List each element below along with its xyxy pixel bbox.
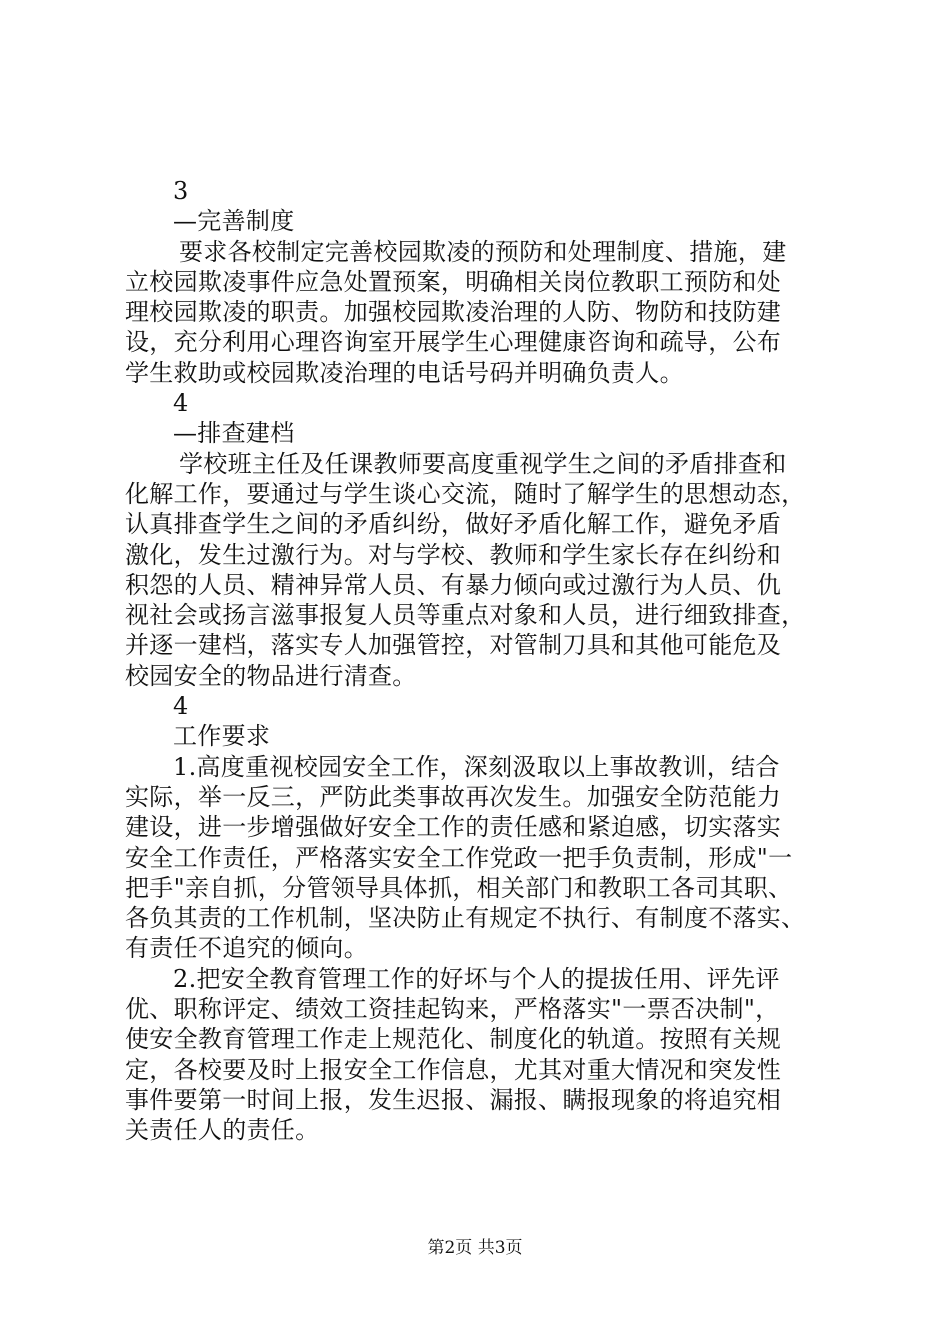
text-line: 学校班主任及任课教师要高度重视学生之间的矛盾排查和 — [179, 449, 787, 478]
text-line: —排查建档 — [173, 419, 295, 448]
text-line: 事件要第一时间上报，发生迟报、漏报、瞒报现象的将追究相 — [125, 1085, 782, 1114]
text-line: 并逐一建档，落实专人加强管控，对管制刀具和其他可能危及 — [125, 631, 782, 660]
text-line: 定，各校要及时上报安全工作信息，尤其对重大情况和突发性 — [125, 1055, 782, 1084]
text-line: 积怨的人员、精神异常人员、有暴力倾向或过激行为人员、仇 — [125, 570, 782, 599]
text-line: 认真排查学生之间的矛盾纠纷，做好矛盾化解工作，避免矛盾 — [125, 510, 782, 539]
text-line: 把手"亲自抓，分管领导具体抓，相关部门和教职工各司其职、 — [125, 873, 793, 902]
text-line: 理校园欺凌的职责。加强校园欺凌治理的人防、物防和技防建 — [125, 298, 782, 327]
text-line: 使安全教育管理工作走上规范化、制度化的轨道。按照有关规 — [125, 1025, 782, 1054]
text-line: 建设，进一步增强做好安全工作的责任感和紧迫感，切实落实 — [125, 813, 782, 842]
text-line: 2.把安全教育管理工作的好坏与个人的提拔任用、评先评 — [173, 964, 780, 993]
text-line: 3 — [173, 177, 189, 205]
text-line: —完善制度 — [173, 207, 295, 236]
text-line: 实际，举一反三，严防此类事故再次发生。加强安全防范能力 — [125, 782, 782, 811]
text-line: 安全工作责任，严格落实安全工作党政一把手负责制，形成"一 — [125, 843, 793, 872]
text-line: 视社会或扬言滋事报复人员等重点对象和人员，进行细致排查， — [125, 601, 806, 630]
text-line: 关责任人的责任。 — [125, 1116, 320, 1145]
text-line: 各负其责的工作机制，坚决防止有规定不执行、有制度不落实、 — [125, 904, 806, 933]
text-line: 4 — [173, 692, 189, 721]
text-line: 化解工作，要通过与学生谈心交流，随时了解学生的思想动态， — [125, 479, 806, 508]
text-line: 设，充分利用心理咨询室开展学生心理健康咨询和疏导，公布 — [125, 328, 782, 357]
page-footer: 第2页 共3页 — [427, 1238, 523, 1258]
document-body — [125, 176, 835, 1146]
text-line: 工作要求 — [173, 722, 271, 751]
text-line: 有责任不追究的倾向。 — [125, 934, 368, 963]
text-line: 1.高度重视校园安全工作，深刻汲取以上事故教训，结合 — [173, 752, 780, 781]
text-line: 校园安全的物品进行清查。 — [125, 661, 417, 690]
text-line: 激化，发生过激行为。对与学校、教师和学生家长存在纠纷和 — [125, 540, 782, 569]
text-line: 优、职称评定、绩效工资挂起钩来，严格落实"一票否决制"， — [125, 995, 780, 1024]
text-line: 立校园欺凌事件应急处置预案，明确相关岗位教职工预防和处 — [125, 267, 782, 296]
text-line: 4 — [173, 389, 189, 418]
text-line: 要求各校制定完善校园欺凌的预防和处理制度、措施，建 — [179, 237, 787, 266]
text-line: 学生救助或校园欺凌治理的电话号码并明确负责人。 — [125, 358, 684, 387]
